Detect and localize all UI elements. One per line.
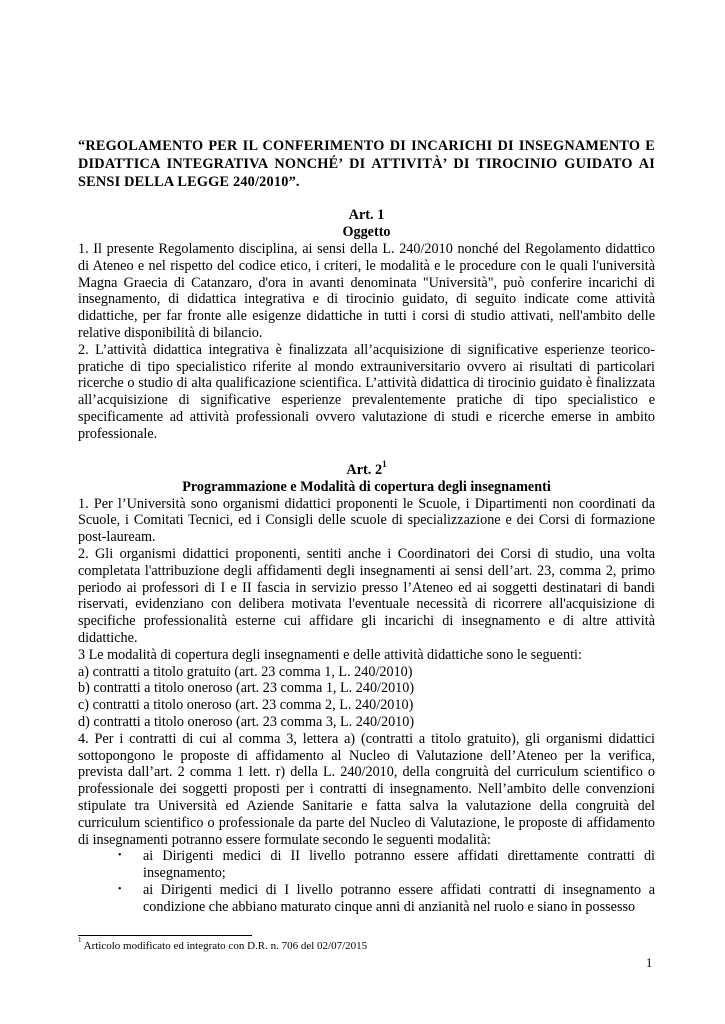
list-item-d: d) contratti a titolo oneroso (art. 23 comma 3, L. 240/2010) bbox=[78, 713, 415, 730]
bullet-text: ai Dirigenti medici di I livello potranno essere affidati contratti di insegnamento a condizione che abbiano maturato cinque anni di anzianità nel ruolo e siano in possesso bbox=[143, 881, 655, 915]
footnote-divider bbox=[78, 935, 252, 936]
footnote-text: Articolo modificato ed integrato con D.R. n. 706 del 02/07/2015 bbox=[81, 940, 368, 952]
document-title: “REGOLAMENTO PER IL CONFERIMENTO DI INCARICHI DI INSEGNAMENTO E DIDATTICA INTEGRATIVA NONCHÉ’ DI ATTIVITÀ’ DI TIROCINIO GUIDATO AI SENSI DELLA LEGGE 240/2010”. bbox=[78, 138, 655, 190]
list-item-a: a) contratti a titolo gratuito (art. 23 comma 1, L. 240/2010) bbox=[78, 663, 413, 680]
article-1-subheading: Oggetto bbox=[342, 224, 391, 240]
bullet-icon: • bbox=[118, 883, 122, 895]
bullet-item bbox=[118, 881, 655, 916]
article-2-heading-text: Art. 2 bbox=[346, 461, 383, 478]
article-1-heading: Art. 1 bbox=[348, 207, 385, 223]
article-2-paragraph-3-intro: 3 Le modalità di copertura degli insegnamenti e delle attività didattiche sono le seguenti: bbox=[78, 646, 582, 663]
article-2-paragraph-1: 1. Per l’Università sono organismi didattici proponenti le Scuole, i Dipartimenti non coordinati da Scuole, i Comitati Tecnici, ed i Consigli delle scuole di specializzazione e dei Corsi di formazione post-lauream. bbox=[78, 495, 655, 546]
article-2-paragraph-4: 4. Per i contratti di cui al comma 3, lettera a) (contratti a titolo gratuito), gli organismi didattici sottopongono le proposte di affidamento al Nucleo di Valutazione dell’Ateneo per la verifica, prevista dall’art. 2 comma 1 lett. r) della L. 240/2010, della congruità del curriculum scientifico o professionale dei soggetti proposti per i contratti di insegnamento. Nell’ambito delle convenzioni stipulate tra Università ed Aziende Sanitarie e fatta salva la valutazione della congruità del curriculum scientifico o professionale da parte del Nucleo di Valutazione, le proposte di affidamento di insegnamenti potranno essere formulate secondo le seguenti modalità: bbox=[78, 730, 655, 848]
article-2-paragraph-2: 2. Gli organismi didattici proponenti, sentiti anche i Coordinatori dei Corsi di studio, una volta completata l'attribuzione degli affidamenti degli insegnamenti ai sensi dell’art. 23, comma 2, primo periodo ai professori di I e II fascia in servizio presso l’Ateneo ed ai soggetti destinatari di bandi riservati, evidenziano con delibera motivata l'eventuale necessità di ricorrere all'acquisizione di specifiche professionalità esterne cui affidare gli incarichi di insegnamento e di altre attività didattiche. bbox=[78, 545, 655, 646]
bullet-item bbox=[118, 848, 655, 882]
document-body bbox=[78, 137, 655, 915]
list-item-b: b) contratti a titolo oneroso (art. 23 comma 1, L. 240/2010) bbox=[78, 680, 415, 697]
footnote-marker: 1 bbox=[78, 936, 82, 945]
page-number: 1 bbox=[646, 956, 653, 970]
list-item-c: c) contratti a titolo oneroso (art. 23 comma 2, L. 240/2010) bbox=[78, 697, 414, 714]
article-1-paragraph-2: 2. L’attività didattica integrativa è finalizzata all’acquisizione di significative esperienze teorico-pratiche di tipo specialistico riferite al mondo extrauniversitario ovvero ai risultati di particolari ricerche o studio di alta qualificazione scientifica. L’attività didattica di tirocinio guidato è finalizzata all’acquisizione di significative esperienze prevalentemente pratiche di tipo specialistico e specificamente ad attività professionali ovvero valutazione di studi e ricerche emerse in ambito professionale. bbox=[78, 341, 655, 442]
footnote-reference[interactable]: 1 bbox=[382, 458, 387, 469]
bullet-text: ai Dirigenti medici di II livello potranno essere affidati direttamente contratti di insegnamento; bbox=[143, 848, 655, 882]
article-2-subheading: Programmazione e Modalità di copertura degli insegnamenti bbox=[182, 478, 551, 495]
bullet-list bbox=[78, 848, 655, 915]
footnote bbox=[78, 936, 368, 953]
bullet-icon: • bbox=[118, 850, 122, 862]
article-1-paragraph-1: 1. Il presente Regolamento disciplina, ai sensi della L. 240/2010 nonché del Regolamento didattico di Ateneo e nel rispetto del codice etico, i criteri, le modalità e le procedure con le quali l'università Magna Graecia di Catanzaro, d'ora in avanti denominata "Università", può conferire incarichi di insegnamento, di didattica integrativa e di tirocinio guidato, di seguito indicate come attività didattiche, per far fronte alle esigenze didattiche in tutti i corsi di studio attivati, nell'ambito delle relative disponibilità di bilancio. bbox=[78, 241, 655, 341]
article-2-heading bbox=[78, 458, 655, 479]
